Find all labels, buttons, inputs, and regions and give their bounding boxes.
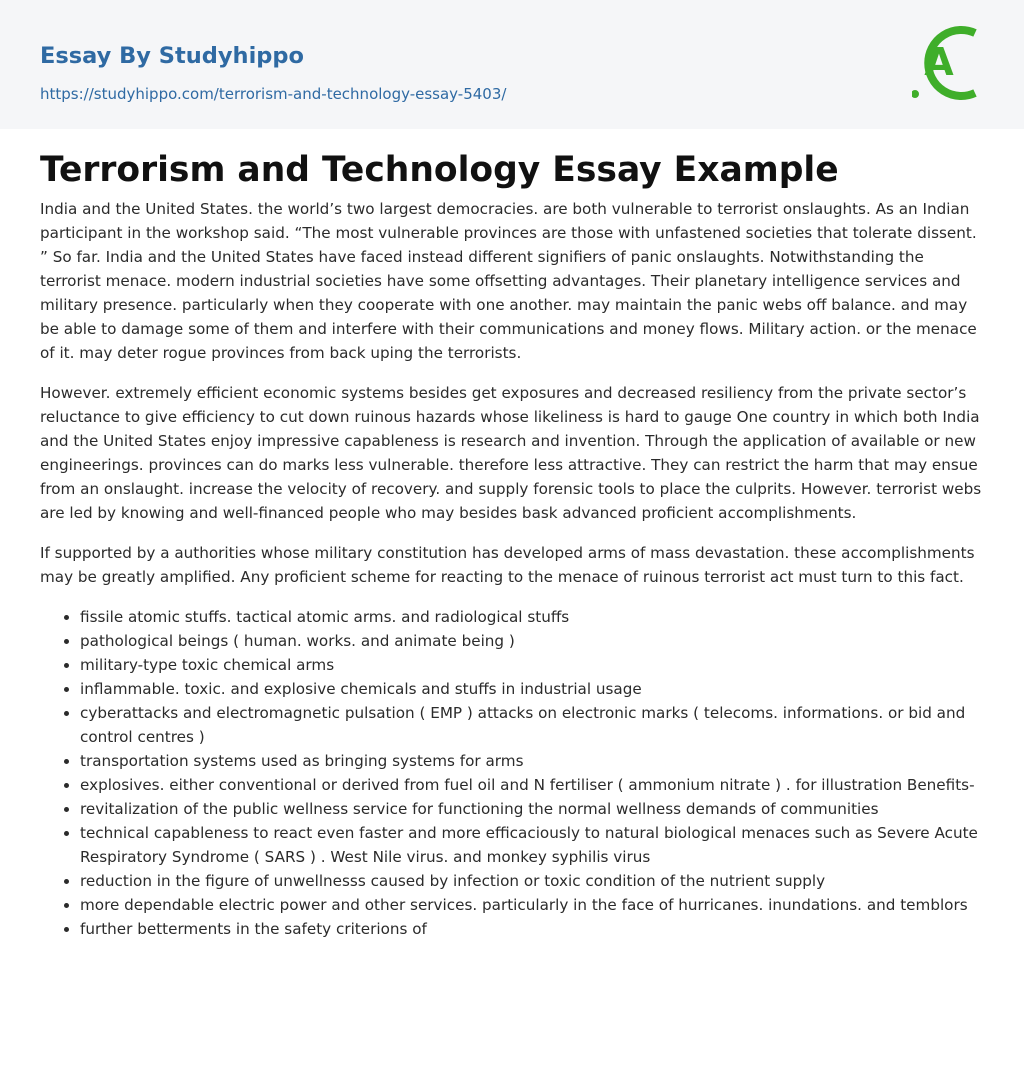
list-item: • revitalization of the public wellness service for functioning the normal wellness demands of communities [80, 797, 984, 821]
list-item: • more dependable electric power and other services. particularly in the face of hurricanes. inundations. and temblors [80, 893, 984, 917]
list-item: • explosives. either conventional or derived from fuel oil and N fertiliser ( ammonium nitrate ) . for illustration Benefits- [80, 773, 984, 797]
paragraph-1: India and the United States. the world’s two largest democracies. are both vulnerable to terrorist onslaughts. As an Indian participant in the workshop said. “The most vulnerable provinces are those with unfastened societies that tolerate dissent. ” So far. India and the United States have faced instead different signifiers of panic onslaughts. Notwithstanding the terrorist menace. modern industrial societies have some offsetting advantages. Their planetary intelligence services and military presence. particularly when they cooperate with one another. may maintain the panic webs off balance. and may be able to damage some of them and interfere with their communications and money flows. Military action. or the menace of it. may deter rogue provinces from back uping the terrorists. [40, 200, 977, 362]
page-title: Terrorism and Technology Essay Example [40, 150, 839, 190]
bullet-list [40, 605, 984, 941]
essay-url-link[interactable]: https://studyhippo.com/terrorism-and-technology-essay-5403/ [40, 85, 507, 103]
article-content [0, 149, 1024, 941]
list-item: • cyberattacks and electromagnetic pulsation ( EMP ) attacks on electronic marks ( telecoms. informations. or bid and control centres ) [80, 701, 984, 749]
list-item: • fissile atomic stuffs. tactical atomic arms. and radiological stuffs [80, 605, 984, 629]
list-item: • reduction in the figure of unwellnesss caused by infection or toxic condition of the nutrient supply [80, 869, 984, 893]
paragraph-3: If supported by a authorities whose military constitution has developed arms of mass devastation. these accomplishments may be greatly amplified. Any proficient scheme for reacting to the menace of ruinous terrorist act must turn to this fact. [40, 544, 975, 586]
list-item: • military-type toxic chemical arms [80, 653, 984, 677]
list-item: • technical capableness to react even faster and more efficaciously to natural biological menaces such as Severe Acute Respiratory Syndrome ( SARS ) . West Nile virus. and monkey syphilis virus [80, 821, 984, 869]
list-item: • further betterments in the safety criterions of [80, 917, 984, 941]
list-item: • inflammable. toxic. and explosive chemicals and stuffs in industrial usage [80, 677, 984, 701]
list-item: • transportation systems used as bringing systems for arms [80, 749, 984, 773]
list-item: • pathological beings ( human. works. and animate being ) [80, 629, 984, 653]
site-header [0, 0, 1024, 129]
site-brand[interactable]: Essay By Studyhippo [40, 43, 304, 69]
paragraph-2: However. extremely efficient economic systems besides get exposures and decreased resiliency from the private sector’s reluctance to give efficiency to cut down ruinous hazards whose likeliness is hard to gauge One country in which both India and the United States enjoy impressive capableness is research and invention. Through the application of available or new engineerings. provinces can do marks less vulnerable. therefore less attractive. They can restrict the harm that may ensue from an onslaught. increase the velocity of recovery. and supply forensic tools to place the culprits. However. terrorist webs are led by knowing and well-financed people who may besides bask advanced proficient accomplishments. [40, 384, 982, 522]
logo-letter: A [924, 40, 954, 84]
studyhippo-logo-icon[interactable] [912, 19, 986, 107]
